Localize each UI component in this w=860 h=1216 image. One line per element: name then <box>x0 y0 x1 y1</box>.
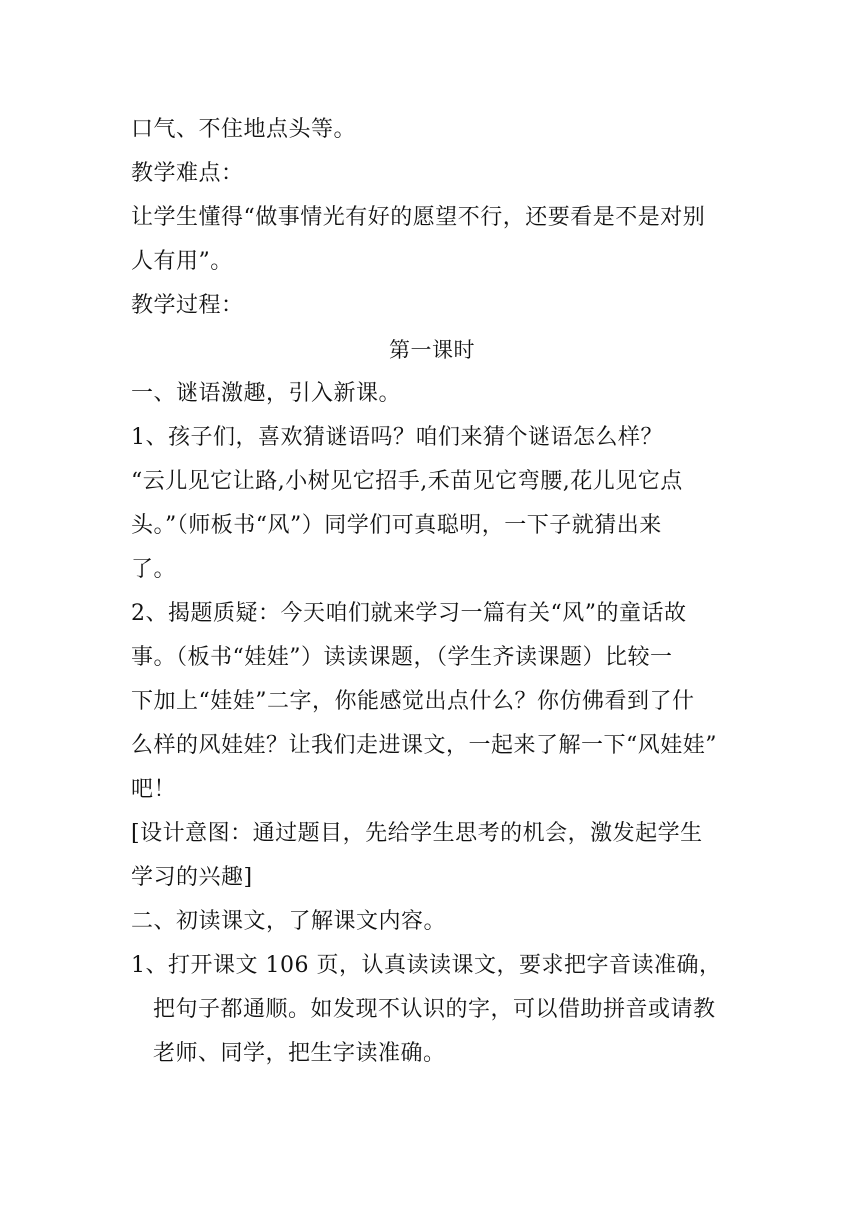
section-heading-teaching-process: 教学过程： <box>131 293 244 318</box>
text-line: 头。”（师板书“风”）同学们可真聪明，一下子就猜出来 <box>131 513 662 538</box>
part-heading-1: 一、谜语激趣，引入新课。 <box>131 381 402 406</box>
text-line: 人有用”。 <box>131 249 233 274</box>
section-heading-teaching-difficulty: 教学难点： <box>131 161 244 186</box>
text-line: “云儿见它让路,小树见它招手,禾苗见它弯腰,花儿见它点 <box>131 469 683 494</box>
document-body <box>131 108 733 1076</box>
text-line: 事。（板书“娃娃”）读读课题，（学生齐读课题）比较一 <box>131 645 673 670</box>
text-line: 2、揭题质疑：今天咱们就来学习一篇有关“风”的童话故 <box>131 601 687 626</box>
part-heading-2: 二、初读课文，了解课文内容。 <box>131 909 447 934</box>
text-line: 口气、不住地点头等。 <box>131 117 357 142</box>
text-line: 吧！ <box>131 777 177 802</box>
text-line: 让学生懂得“做事情光有好的愿望不行，还要看是不是对别 <box>131 205 706 230</box>
text-line: 把句子都通顺。如发现不认识的字，可以借助拼音或请教 <box>153 997 716 1022</box>
text-line: 1、打开课文 106 页，认真读读课文，要求把字音读准确， <box>131 953 722 978</box>
text-line: 老师、同学，把生字读准确。 <box>153 1041 446 1066</box>
text-line: 么样的风娃娃？让我们走进课文，一起来了解一下“风娃娃” <box>131 733 717 758</box>
design-note: 学习的兴趣] <box>131 865 253 890</box>
text-line: 1、孩子们，喜欢猜谜语吗？咱们来猜个谜语怎么样？ <box>131 425 663 450</box>
lesson-title: 第一课时 <box>389 338 475 362</box>
design-note: [设计意图：通过题目，先给学生思考的机会，激发起学生 <box>131 821 703 846</box>
text-line: 下加上“娃娃”二字，你能感觉出点什么？你仿佛看到了什 <box>131 689 695 714</box>
text-line: 了。 <box>131 557 177 582</box>
